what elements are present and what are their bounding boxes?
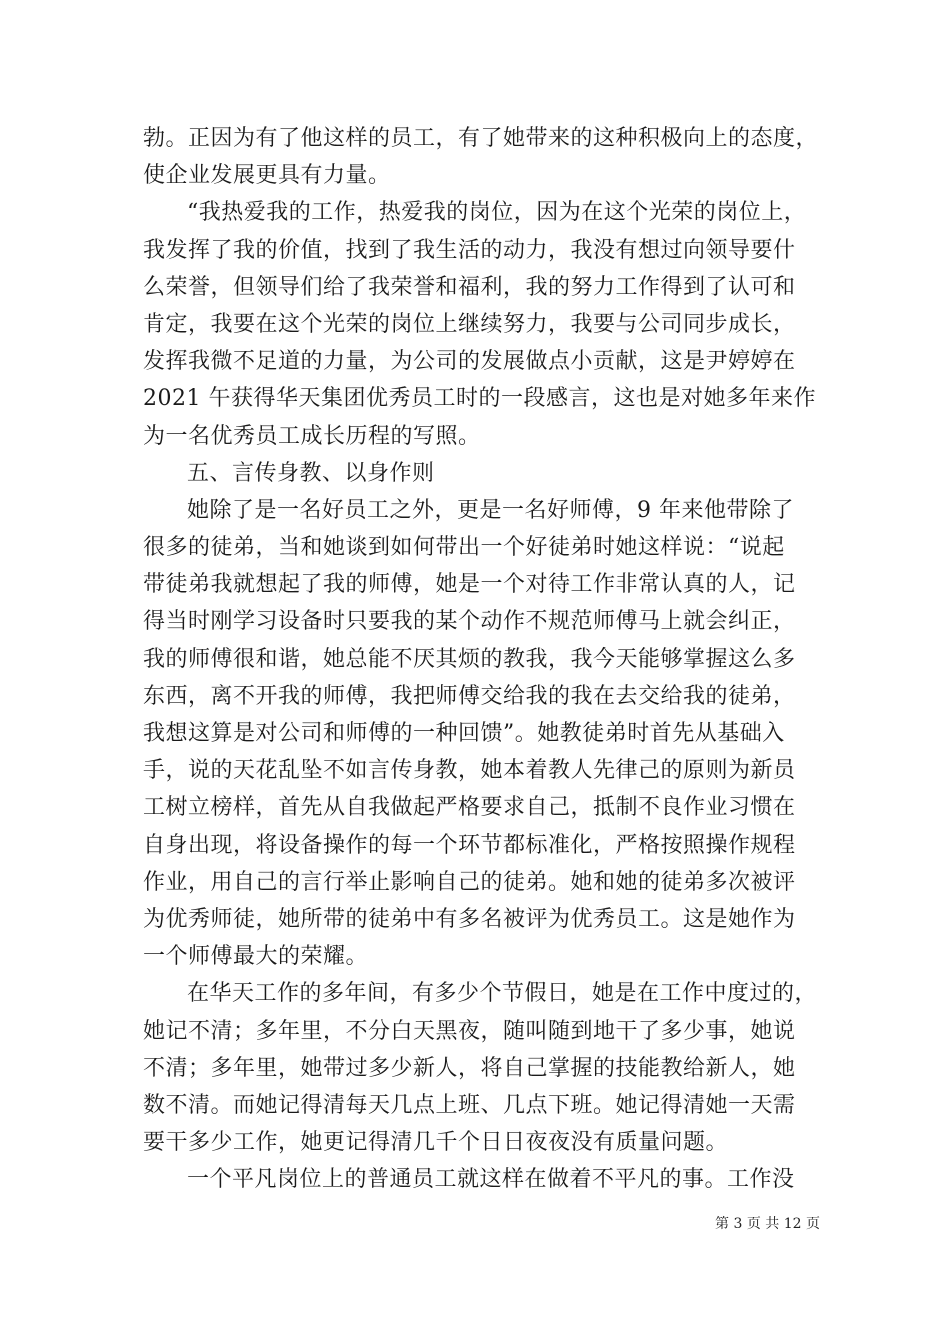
text-line: 在华天工作的多年间，有多少个节假日，她是在工作中度过的， xyxy=(187,981,818,1007)
text-line: 自身出现，将设备操作的每一个环节都标准化，严格按照操作规程 xyxy=(143,832,796,858)
text-line: 发挥我微不足道的力量，为公司的发展做点小贡献，这是尹婷婷在 xyxy=(143,349,796,375)
text-line: 一个平凡岗位上的普通员工就这样在做着不平凡的事。工作没 xyxy=(187,1167,795,1193)
text-line: 作业，用自己的言行举止影响自己的徒弟。她和她的徒弟多次被评 xyxy=(143,869,796,895)
text-line: 勃。正因为有了他这样的员工，有了她带来的这种积极向上的态度， xyxy=(143,126,819,151)
text-line: 为一名优秀员工成长历程的写照。 xyxy=(143,423,481,449)
text-line: 得当时刚学习设备时只要我的某个动作不规范师傅马上就会纠正， xyxy=(143,609,796,635)
text-line: 要干多少工作，她更记得清几千个日日夜夜没有质量问题。 xyxy=(143,1130,729,1156)
text-line: 为优秀师徒，她所带的徒弟中有多名被评为优秀员工。这是她作为 xyxy=(143,906,796,932)
text-line: 不清；多年里，她带过多少新人，将自己掌握的技能教给新人，她 xyxy=(143,1055,796,1081)
text-line: 她记不清；多年里，不分白天黑夜，随叫随到地干了多少事，她说 xyxy=(143,1018,796,1044)
text-line: 肯定，我要在这个光荣的岗位上继续努力，我要与公司同步成长， xyxy=(143,311,796,337)
text-line: 我的师傅很和谐，她总能不厌其烦的教我，我今天能够掌握这么多 xyxy=(143,646,796,672)
text-line: 手，说的天花乱坠不如言传身教，她本着教人先律己的原则为新员 xyxy=(143,758,796,784)
page-number-footer: 第 3 页 共 12 页 xyxy=(715,1216,820,1232)
text-line: 一个师傅最大的荣耀。 xyxy=(143,944,369,970)
text-line: 我想这算是对公司和师傅的一种回馈”。她教徒弟时首先从基础入 xyxy=(143,721,785,746)
text-line: 2021 午获得华天集团优秀员工时的一段感言，这也是对她多年来作 xyxy=(143,386,816,412)
section-heading: 五、言传身教、以身作则 xyxy=(187,460,435,486)
text-line: 数不清。而她记得清每天几点上班、几点下班。她记得清她一天需 xyxy=(143,1092,796,1118)
text-line: 很多的徒弟，当和她谈到如何带出一个好徒弟时她这样说：“说起 xyxy=(143,535,785,561)
text-line: 东西，离不开我的师傅，我把师傅交给我的我在去交给我的徒弟， xyxy=(143,683,796,709)
text-line: 工树立榜样，首先从自我做起严格要求自己，抵制不良作业习惯在 xyxy=(143,795,796,821)
text-line: 她除了是一名好员工之外，更是一名好师傅，9 年来他带除了 xyxy=(187,497,794,523)
text-line: 带徒弟我就想起了我的师傅，她是一个对待工作非常认真的人，记 xyxy=(143,572,796,598)
text-line: 我发挥了我的价值，找到了我生活的动力，我没有想过向领导要什 xyxy=(143,237,796,263)
text-line: 使企业发展更具有力量。 xyxy=(143,163,391,189)
text-line: 么荣誉，但领导们给了我荣誉和福利，我的努力工作得到了认可和 xyxy=(143,274,796,300)
body-text xyxy=(143,120,823,1198)
text-line: “我热爱我的工作，热爱我的岗位，因为在这个光荣的岗位上， xyxy=(187,200,807,226)
